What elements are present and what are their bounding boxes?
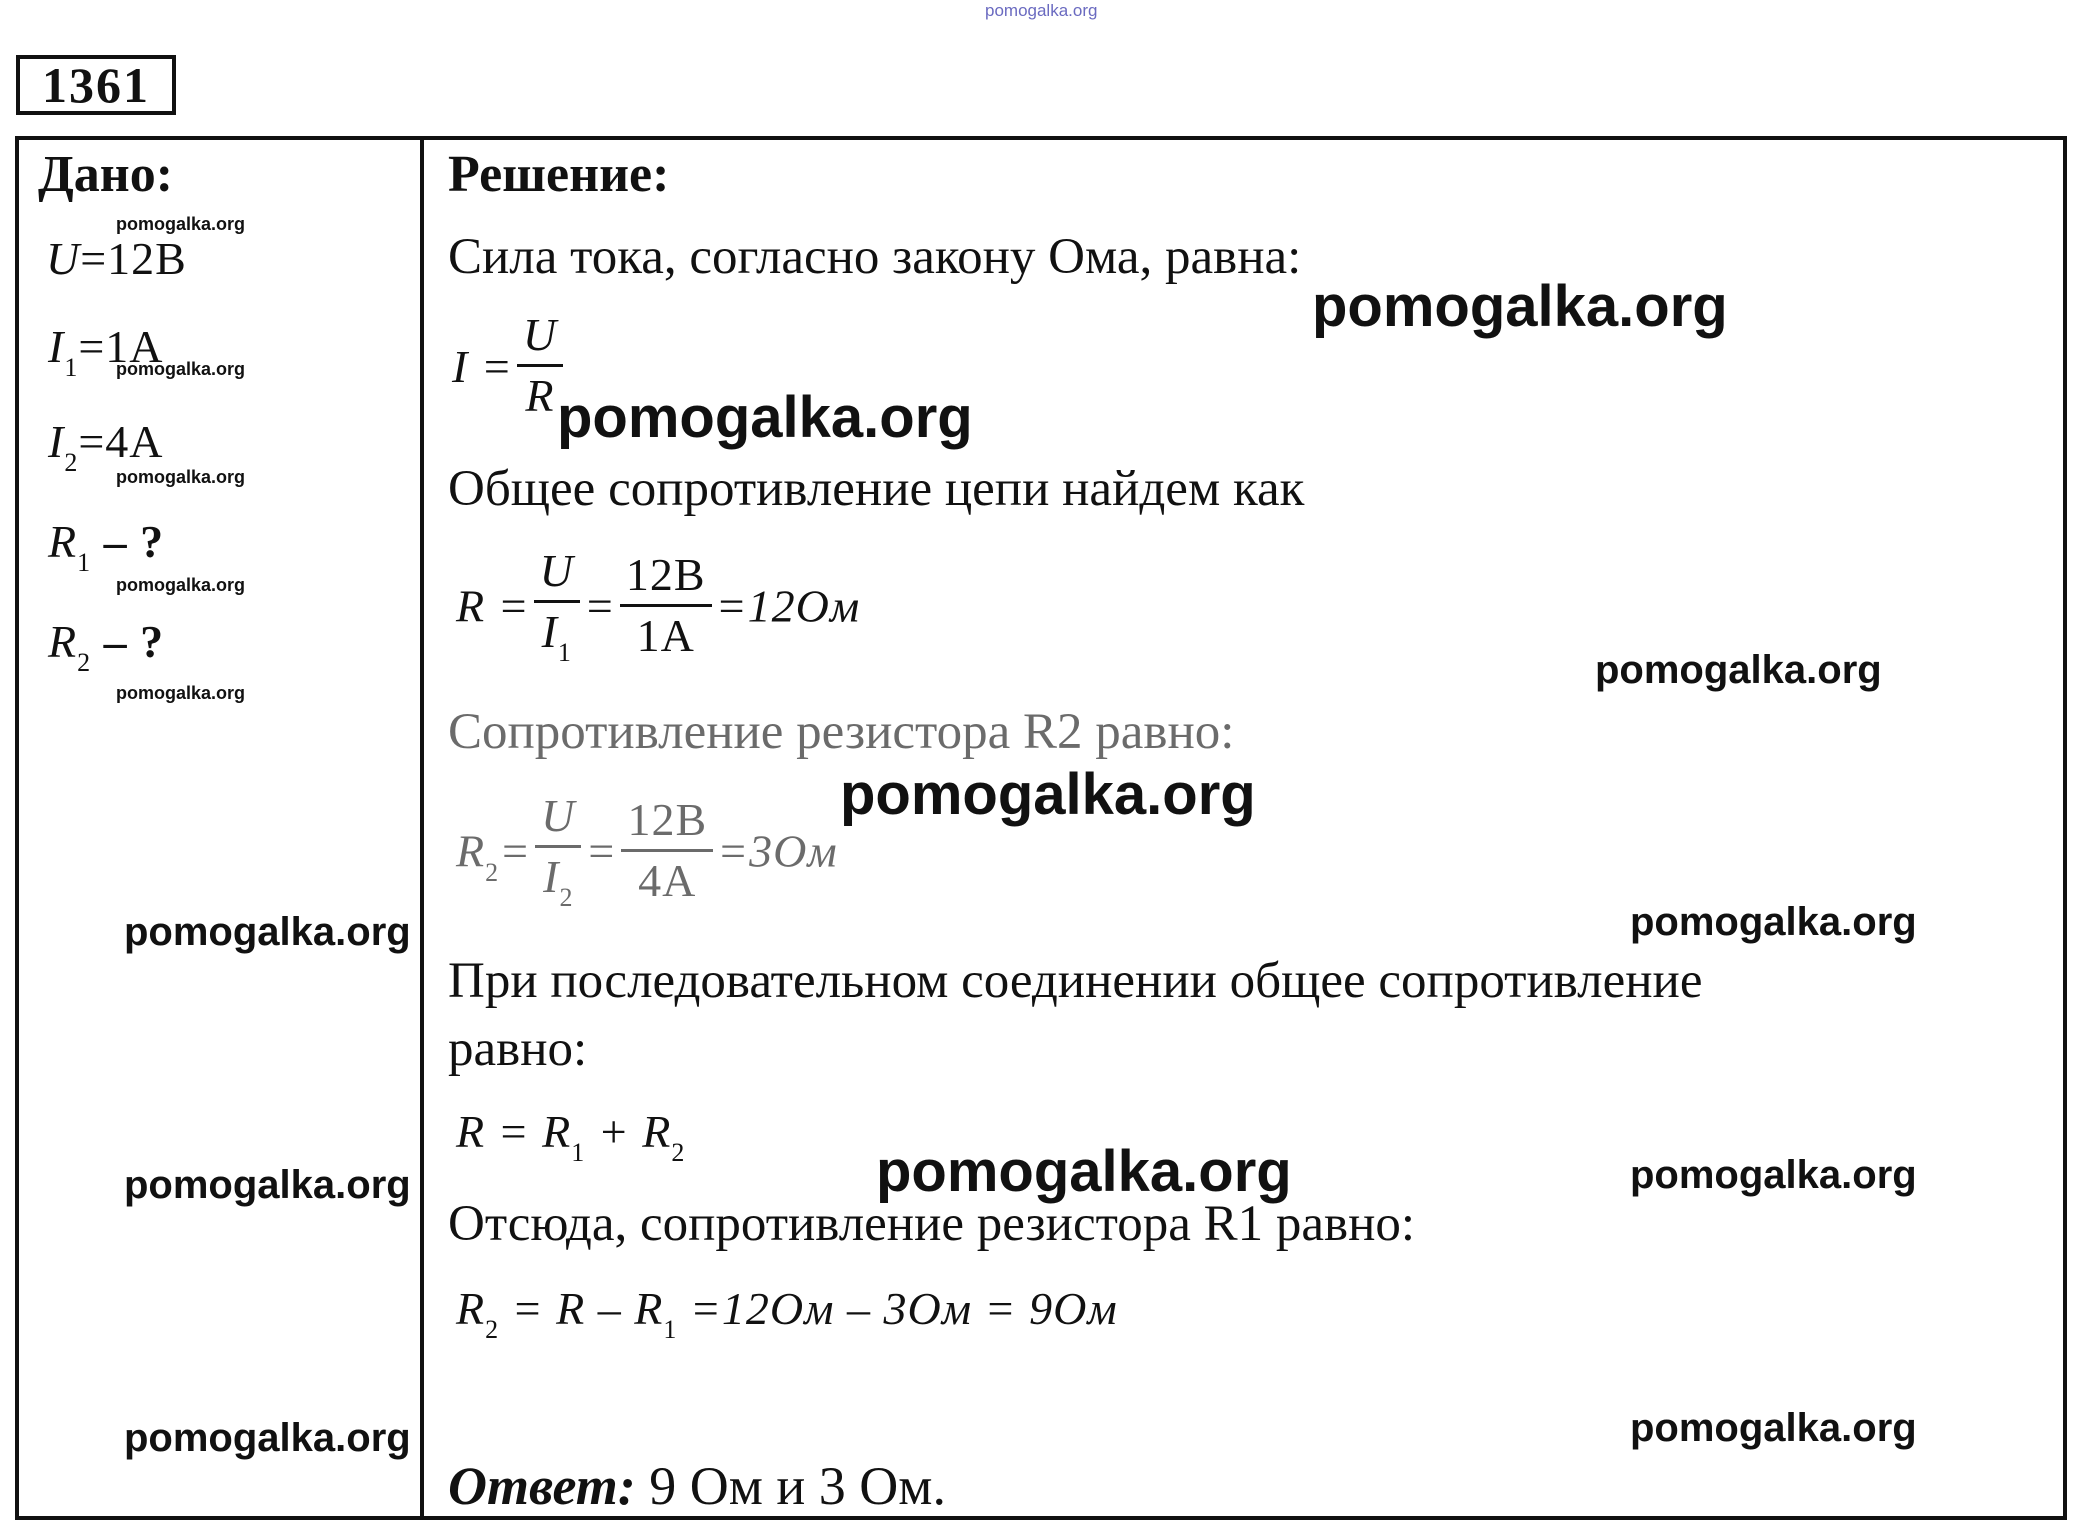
watermark-medium: pomogalka.org — [124, 1416, 411, 1460]
watermark-small: pomogalka.org — [116, 214, 246, 234]
formula-r2: $R_2=$ $\frac{U}{I_2}$ = $\frac{12B}{4A}$ =3Ом — [456, 793, 838, 919]
solution-text-ohm: Сила тока, согласно закону Ома, равна: — [448, 229, 1302, 285]
solution-text-r1: Отсюда, сопротивление резистора R1 равно: — [448, 1196, 1416, 1252]
solution-heading: Решение: — [448, 146, 670, 203]
watermark-large: pomogalka.org — [557, 385, 973, 450]
given-voltage: U=12B — [46, 233, 187, 284]
answer — [448, 1455, 946, 1517]
given-heading: Дано: — [38, 146, 174, 203]
header-watermark: pomogalka.org — [985, 1, 1098, 20]
watermark-small: pomogalka.org — [116, 359, 246, 379]
answer-value: 9 Ом и 3 Ом. — [649, 1456, 946, 1516]
watermark-small: pomogalka.org — [116, 683, 246, 703]
watermark-small: pomogalka.org — [116, 575, 246, 595]
watermark-medium: pomogalka.org — [1595, 648, 1882, 692]
given-current-1: $I_1=1A$ — [48, 321, 164, 382]
given-resistance-1: $R_1$ – ? — [48, 516, 165, 577]
solution-text-total: Общее сопротивление цепи найдем как — [448, 461, 1305, 517]
column-divider — [420, 136, 424, 1520]
solution-text-series: При последовательном соединении общее сопротивление — [448, 953, 1703, 1009]
given-current-2: $I_2=4A$ — [48, 416, 164, 477]
watermark-small: pomogalka.org — [116, 467, 246, 487]
watermark-medium: pomogalka.org — [1630, 1153, 1917, 1197]
solution-text-r2: Сопротивление резистора R2 равно: — [448, 704, 1235, 760]
given-resistance-2: $R_2$ – ? — [48, 616, 165, 677]
solution-text-series-cont: равно: — [448, 1021, 588, 1077]
problem-number: 1361 — [16, 55, 176, 115]
formula-ohm-law: I = $\frac{U}{R}$ — [452, 312, 567, 431]
watermark-medium: pomogalka.org — [124, 910, 411, 954]
watermark-medium: pomogalka.org — [1630, 900, 1917, 944]
watermark-medium: pomogalka.org — [1630, 1406, 1917, 1450]
watermark-medium: pomogalka.org — [124, 1163, 411, 1207]
answer-label: Ответ: — [448, 1456, 636, 1516]
formula-total-resistance: R = $\frac{U}{I_1}$ = $\frac{12B}{1A}$ =12Ом — [456, 548, 860, 674]
formula-r1: $R_2 = R - R_1 =12Ом - 3Ом = 9Ом$ — [456, 1283, 1118, 1344]
watermark-large: pomogalka.org — [876, 1139, 1292, 1204]
watermark-large: pomogalka.org — [840, 762, 1256, 827]
watermark-large: pomogalka.org — [1312, 274, 1728, 339]
formula-series: $R = R_1 + R_2$ — [456, 1106, 686, 1167]
